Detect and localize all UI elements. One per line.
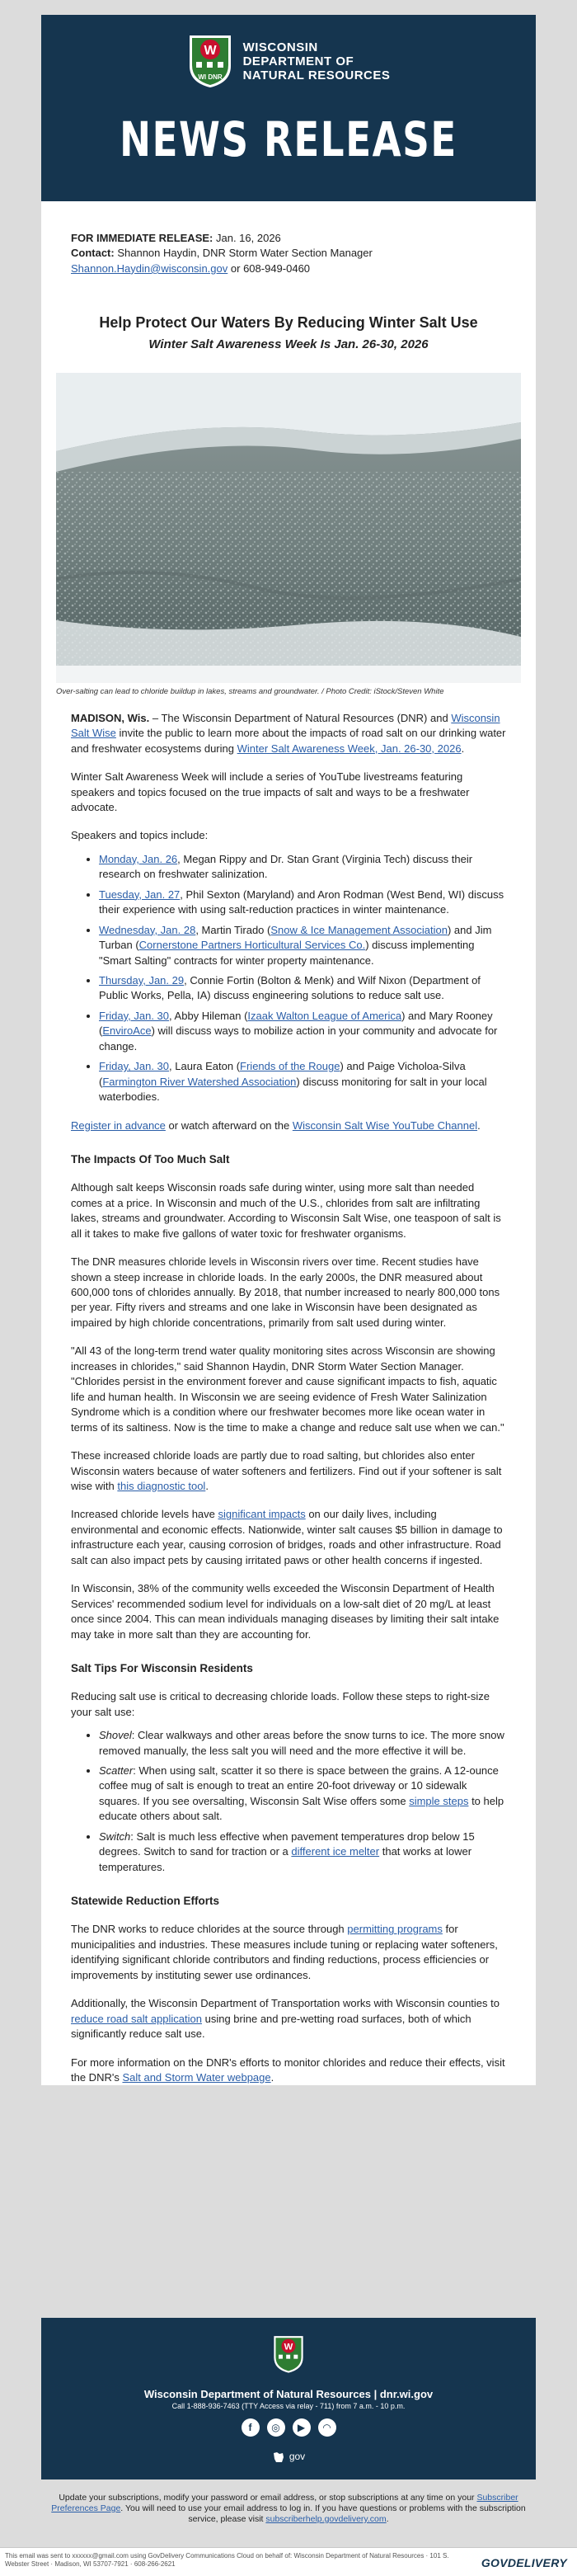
agency-line-3: NATURAL RESOURCES xyxy=(242,68,391,82)
p5-text: Increased chloride levels have xyxy=(71,1508,218,1521)
wisconsin-state-icon xyxy=(272,2451,285,2464)
p5-text-end: on our daily lives, including environmental and economic effects. Nationwide, winter salt causes $5 billion in damage to infrastructure each year, causing corrosion of bridges, roads and other infrastructure. Road salt can also impact pets by causing irritated paws or other health concerns if ingested. xyxy=(71,1508,503,1566)
tip-scatter xyxy=(99,1764,506,1825)
speaker-item xyxy=(99,852,506,883)
dateline: MADISON, Wis. xyxy=(71,711,150,724)
statewide-paragraph-3 xyxy=(71,2056,506,2086)
news-release-card xyxy=(41,15,536,2085)
register-text: or watch afterward on the xyxy=(165,1118,293,1132)
statewide-paragraph-2 xyxy=(71,1996,506,2041)
s3p2-text: Additionally, the Wisconsin Department of Transportation works with Wisconsin counties to xyxy=(71,1997,500,2010)
tips-intro: Reducing salt use is critical to decreasing chloride loads. Follow these steps to right-size your salt use: xyxy=(71,1690,490,1718)
govdelivery-logo[interactable]: GOVDELIVERY xyxy=(481,2556,567,2569)
agency-brand xyxy=(41,33,536,89)
svg-text:W: W xyxy=(204,44,217,58)
reduce-road-salt-link[interactable]: reduce road salt application xyxy=(71,2012,202,2025)
speaker-text: ) and Paige Vicholoa-Silva ( xyxy=(99,1060,466,1088)
tip-text-end: that works at lower temperatures. xyxy=(99,1845,472,1873)
article-subheadline: Winter Salt Awareness Week Is Jan. 26-30, 2026 xyxy=(148,337,429,351)
logo-text: WI DNR xyxy=(197,73,223,81)
permitting-programs-link[interactable]: permitting programs xyxy=(347,1923,443,1936)
speaker-item xyxy=(99,888,506,918)
speaker-org-link[interactable]: Cornerstone Partners Horticultural Services Co. xyxy=(138,939,366,952)
s3p3-text: For more information on the DNR's efforts to monitor chlorides and reduce their effects, visit the DNR's xyxy=(71,2056,505,2084)
tip-switch xyxy=(99,1830,506,1875)
s3p3-text-end: . xyxy=(270,2070,274,2084)
subscriber-preferences-link[interactable]: Subscriber Preferences Page xyxy=(51,2493,518,2513)
prefs-text-2: . You will need to use your email address to log in. If you have questions or problems with the subscription service, please visit xyxy=(120,2503,526,2524)
section-title-impacts: The Impacts Of Too Much Salt xyxy=(71,1153,230,1166)
awareness-week-link[interactable]: Winter Salt Awareness Week, Jan. 26-30, 2026 xyxy=(237,742,462,755)
footer xyxy=(41,2318,536,2479)
tip-text: : Salt is much less effective when pavement temperatures drop below 15 degrees. Switch to sand for traction or a xyxy=(99,1830,475,1858)
p4-text-end: . xyxy=(205,1479,209,1492)
speaker-text: ) and Jim Turban ( xyxy=(99,923,492,952)
speaker-day-link[interactable]: Friday, Jan. 30 xyxy=(99,1009,170,1022)
intro-text-2: invite the public to learn more about the impacts of road salt on our drinking water and freshwater ecosystems during xyxy=(71,727,506,755)
speaker-day-link[interactable]: Monday, Jan. 26 xyxy=(99,852,178,865)
impacts-paragraph-2: The DNR measures chloride levels in Wisconsin rivers over time. Recent studies have shown a steep increase in chloride loads. In the early 2000s, the DNR measured about 600,000 tons of chlorides annually. By 2018, that number increased to nearly 800,000 tons per year. Fifty rivers and streams and one lake in Wisconsin have been designated as impaired by high chloride concentrations, primarily from salt used during winter. xyxy=(71,1255,500,1329)
contact-line xyxy=(71,246,506,261)
contact-phone: 608-949-0460 xyxy=(243,261,311,275)
significant-impacts-link[interactable]: significant impacts xyxy=(218,1508,306,1521)
tip-text-end: to help educate others about salt. xyxy=(99,1794,504,1823)
s3p1-text: The DNR works to reduce chlorides at the source through xyxy=(71,1923,348,1936)
impacts-paragraph-4 xyxy=(71,1448,506,1494)
agency-name xyxy=(243,40,391,82)
intro-text-1: – The Wisconsin Department of Natural Resources (DNR) and xyxy=(149,711,452,724)
podcast-icon[interactable]: ◠ xyxy=(318,2418,336,2437)
speaker-org-link[interactable]: Izaak Walton League of America xyxy=(247,1009,402,1022)
impacts-paragraph-1: Although salt keeps Wisconsin roads safe during winter, using more salt than needed comes at a price. In Wisconsin and much of the U.S., chlorides from salt are infiltrating lakes, streams and groundwater. According to Wisconsin Salt Wise, one teaspoon of salt is all it takes to make five gallons of water toxic for freshwater organisms. xyxy=(71,1181,501,1240)
bottom-bar xyxy=(0,2547,577,2576)
prefs-text: Update your subscriptions, modify your password or email address, or stop subscriptions at any time on your xyxy=(59,2493,477,2503)
register-text-end: . xyxy=(477,1118,481,1132)
tip-label: Switch xyxy=(99,1830,131,1843)
footer-call-info: Call 1-888-936-7463 (TTY Access via relay - 711) from 7 a.m. - 10 p.m. xyxy=(171,2402,406,2410)
simple-steps-link[interactable]: simple steps xyxy=(409,1794,469,1807)
header-banner xyxy=(41,15,536,201)
contact-email-link[interactable]: Shannon.Haydin@wisconsin.gov xyxy=(71,261,228,275)
speaker-text: ) discuss implementing "Smart Salting" contracts for winter property maintenance. xyxy=(99,939,475,967)
livestream-paragraph: Winter Salt Awareness Week will include a series of YouTube livestreams featuring speakers and topics focused on the true impacts of salt and ways to be a freshwater advocate. xyxy=(71,770,470,813)
speaker-text: , Laura Eaton ( xyxy=(169,1060,241,1073)
youtube-channel-link[interactable]: Wisconsin Salt Wise YouTube Channel xyxy=(292,1118,478,1132)
speaker-text: ) will discuss ways to mobilize action in your community and advocate for change. xyxy=(99,1024,498,1053)
speaker-text: , Abby Hileman ( xyxy=(169,1009,248,1022)
release-date: Jan. 16, 2026 xyxy=(216,232,281,244)
salt-wise-link[interactable]: Wisconsin Salt Wise xyxy=(71,711,500,740)
facebook-icon[interactable]: f xyxy=(242,2418,260,2437)
release-date-line xyxy=(71,231,506,246)
salt-pavement-photo xyxy=(56,373,521,683)
gov-label: gov xyxy=(288,2451,306,2462)
tips-list xyxy=(99,1728,506,1875)
register-paragraph xyxy=(71,1118,506,1133)
article-headline: Help Protect Our Waters By Reducing Winter Salt Use xyxy=(99,314,478,332)
agency-line-1: WISCONSIN xyxy=(242,40,318,54)
section-title-tips: Salt Tips For Wisconsin Residents xyxy=(71,1662,253,1675)
contact-label: Contact: xyxy=(71,247,115,260)
speaker-day-link[interactable]: Friday, Jan. 30 xyxy=(99,1060,170,1073)
speaker-org-link[interactable]: Farmington River Watershed Association xyxy=(102,1075,297,1088)
speaker-item xyxy=(99,973,506,1004)
register-link[interactable]: Register in advance xyxy=(71,1118,166,1132)
speakers-list xyxy=(99,852,506,1105)
tip-label: Shovel xyxy=(99,1729,132,1742)
speaker-org-link[interactable]: Friends of the Rouge xyxy=(240,1060,340,1073)
impacts-quote: "All 43 of the long-term trend water quality monitoring sites across Wisconsin are showing increases in chlorides," said Shannon Haydin, DNR Storm Water Section Manager. "Chlorides persist in the environment forever and cause significant impacts to fish, aquatic life and human health. In Wisconsin we are seeing evidence of Fresh Water Salinization Syndrome which is a condition where our freshwater becomes more like ocean water in terms of its saltiness. Now is the time to make a change and reduce salt use when we can." xyxy=(71,1345,504,1434)
speaker-item xyxy=(99,1059,506,1104)
youtube-icon[interactable]: ▶ xyxy=(293,2418,311,2437)
speaker-org-link[interactable]: Snow & Ice Management Association xyxy=(270,923,448,936)
speaker-text: ) discuss monitoring for salt in your local waterbodies. xyxy=(99,1075,487,1104)
svg-text:W: W xyxy=(284,2342,293,2352)
wisconsin-gov-badge[interactable] xyxy=(41,2450,536,2464)
tip-shovel xyxy=(99,1728,506,1759)
p4-text: These increased chloride loads are partly due to road salting, but chlorides also enter Wisconsin waters because of water softeners and fertilizers. Find out if your softener is salt wise with xyxy=(71,1449,502,1492)
tip-text: : Clear walkways and other areas before the snow turns to ice. The more snow removed manually, the less salt you will need and the more effective it will be. xyxy=(99,1729,504,1757)
release-info xyxy=(41,201,536,276)
speaker-text: , Connie Fortin (Bolton & Menk) and Wilf Nixon (Department of Public Works, Pella, IA) discuss engineering solutions to reduce salt use. xyxy=(99,974,481,1002)
speaker-text: , Megan Rippy and Dr. Stan Grant (Virginia Tech) discuss their research on freshwater salinization. xyxy=(99,852,473,881)
section-title-statewide: Statewide Reduction Efforts xyxy=(71,1895,220,1908)
agency-line-2: DEPARTMENT OF xyxy=(242,54,354,68)
article-body xyxy=(41,711,536,2086)
photo-caption: Over-salting can lead to chloride buildup in lakes, streams and groundwater. / Photo Credit: iStock/Steven White xyxy=(56,687,444,697)
subscription-preferences xyxy=(49,2493,528,2525)
instagram-icon[interactable]: ◎ xyxy=(267,2418,285,2437)
speaker-org-link[interactable]: EnviroAce xyxy=(102,1024,152,1038)
tip-label: Scatter xyxy=(99,1764,134,1778)
s3p2-text-end: using brine and pre-wetting road surfaces, both of which significantly reduce salt use. xyxy=(71,2012,471,2041)
s3p1-text-end: for municipalities and industries. These measures include tuning or replacing water softeners, identifying significant chloride contributors and finding reductions, process efficiencies or improvements by instituting sewer use ordinances. xyxy=(71,1923,498,1981)
speakers-intro: Speakers and topics include: xyxy=(71,829,209,842)
immediate-label: FOR IMMEDIATE RELEASE: xyxy=(71,232,213,244)
contact-or: or xyxy=(230,261,241,275)
impacts-paragraph-5 xyxy=(71,1507,506,1568)
social-links xyxy=(41,2418,536,2437)
statewide-paragraph-1 xyxy=(71,1922,506,1983)
speaker-text: , Phil Sexton (Maryland) and Aron Rodman (West Bend, WI) discuss their experience with using salt-reduction practices in winter maintenance. xyxy=(99,888,504,916)
contact-details xyxy=(71,261,506,276)
contact-name: Shannon Haydin, DNR Storm Water Section Manager xyxy=(117,247,373,260)
subscriber-help-link[interactable]: subscriberhelp.govdelivery.com xyxy=(265,2514,387,2524)
speaker-text: ) and Mary Rooney ( xyxy=(99,1009,493,1038)
intro-text-3: . xyxy=(461,742,465,755)
ice-melter-link[interactable]: different ice melter xyxy=(291,1845,380,1858)
footer-agency-name: Wisconsin Department of Natural Resources | dnr.wi.gov xyxy=(143,2388,434,2400)
storm-water-webpage-link[interactable]: Salt and Storm Water webpage xyxy=(122,2070,271,2084)
intro-paragraph xyxy=(71,711,506,756)
speaker-item xyxy=(99,1009,506,1054)
news-release-title: NEWS RELEASE xyxy=(120,111,457,167)
wi-dnr-logo-icon xyxy=(187,33,233,89)
speaker-day-link[interactable]: Tuesday, Jan. 27 xyxy=(99,888,181,901)
speaker-day-link[interactable]: Wednesday, Jan. 28 xyxy=(99,923,196,936)
speaker-item xyxy=(99,923,506,968)
speaker-day-link[interactable]: Thursday, Jan. 29 xyxy=(99,974,185,987)
prefs-text-end: . xyxy=(386,2514,389,2524)
salted-pavement-image xyxy=(56,373,521,683)
email-disclaimer: This email was sent to xxxxxx@gmail.com using GovDelivery Communications Cloud on behalf of: Wisconsin Department of Natural Resources · 101 S. Webster Street · Madison, WI 53707-7921 · 608-266-2621 xyxy=(5,2552,449,2568)
tip-text: : When using salt, scatter it so there is space between the grains. A 12-ounce coffee mug of salt is enough to treat an entire 20-foot driveway or 10 sidewalk squares. If you see oversalting, Wisconsin Salt Wise offers some xyxy=(99,1764,499,1807)
diagnostic-tool-link[interactable]: this diagnostic tool xyxy=(117,1479,206,1492)
footer-dnr-logo-icon xyxy=(272,2334,305,2374)
impacts-paragraph-6: In Wisconsin, 38% of the community wells exceeded the Wisconsin Department of Health Services' recommended sodium level for individuals on a low-salt diet of 20 mg/L at least once since 2004. This can mean individuals managing diseases by limiting their salt intake may take in more salt than they are accounting for. xyxy=(71,1582,500,1641)
speaker-text: , Martin Tirado ( xyxy=(195,923,271,936)
